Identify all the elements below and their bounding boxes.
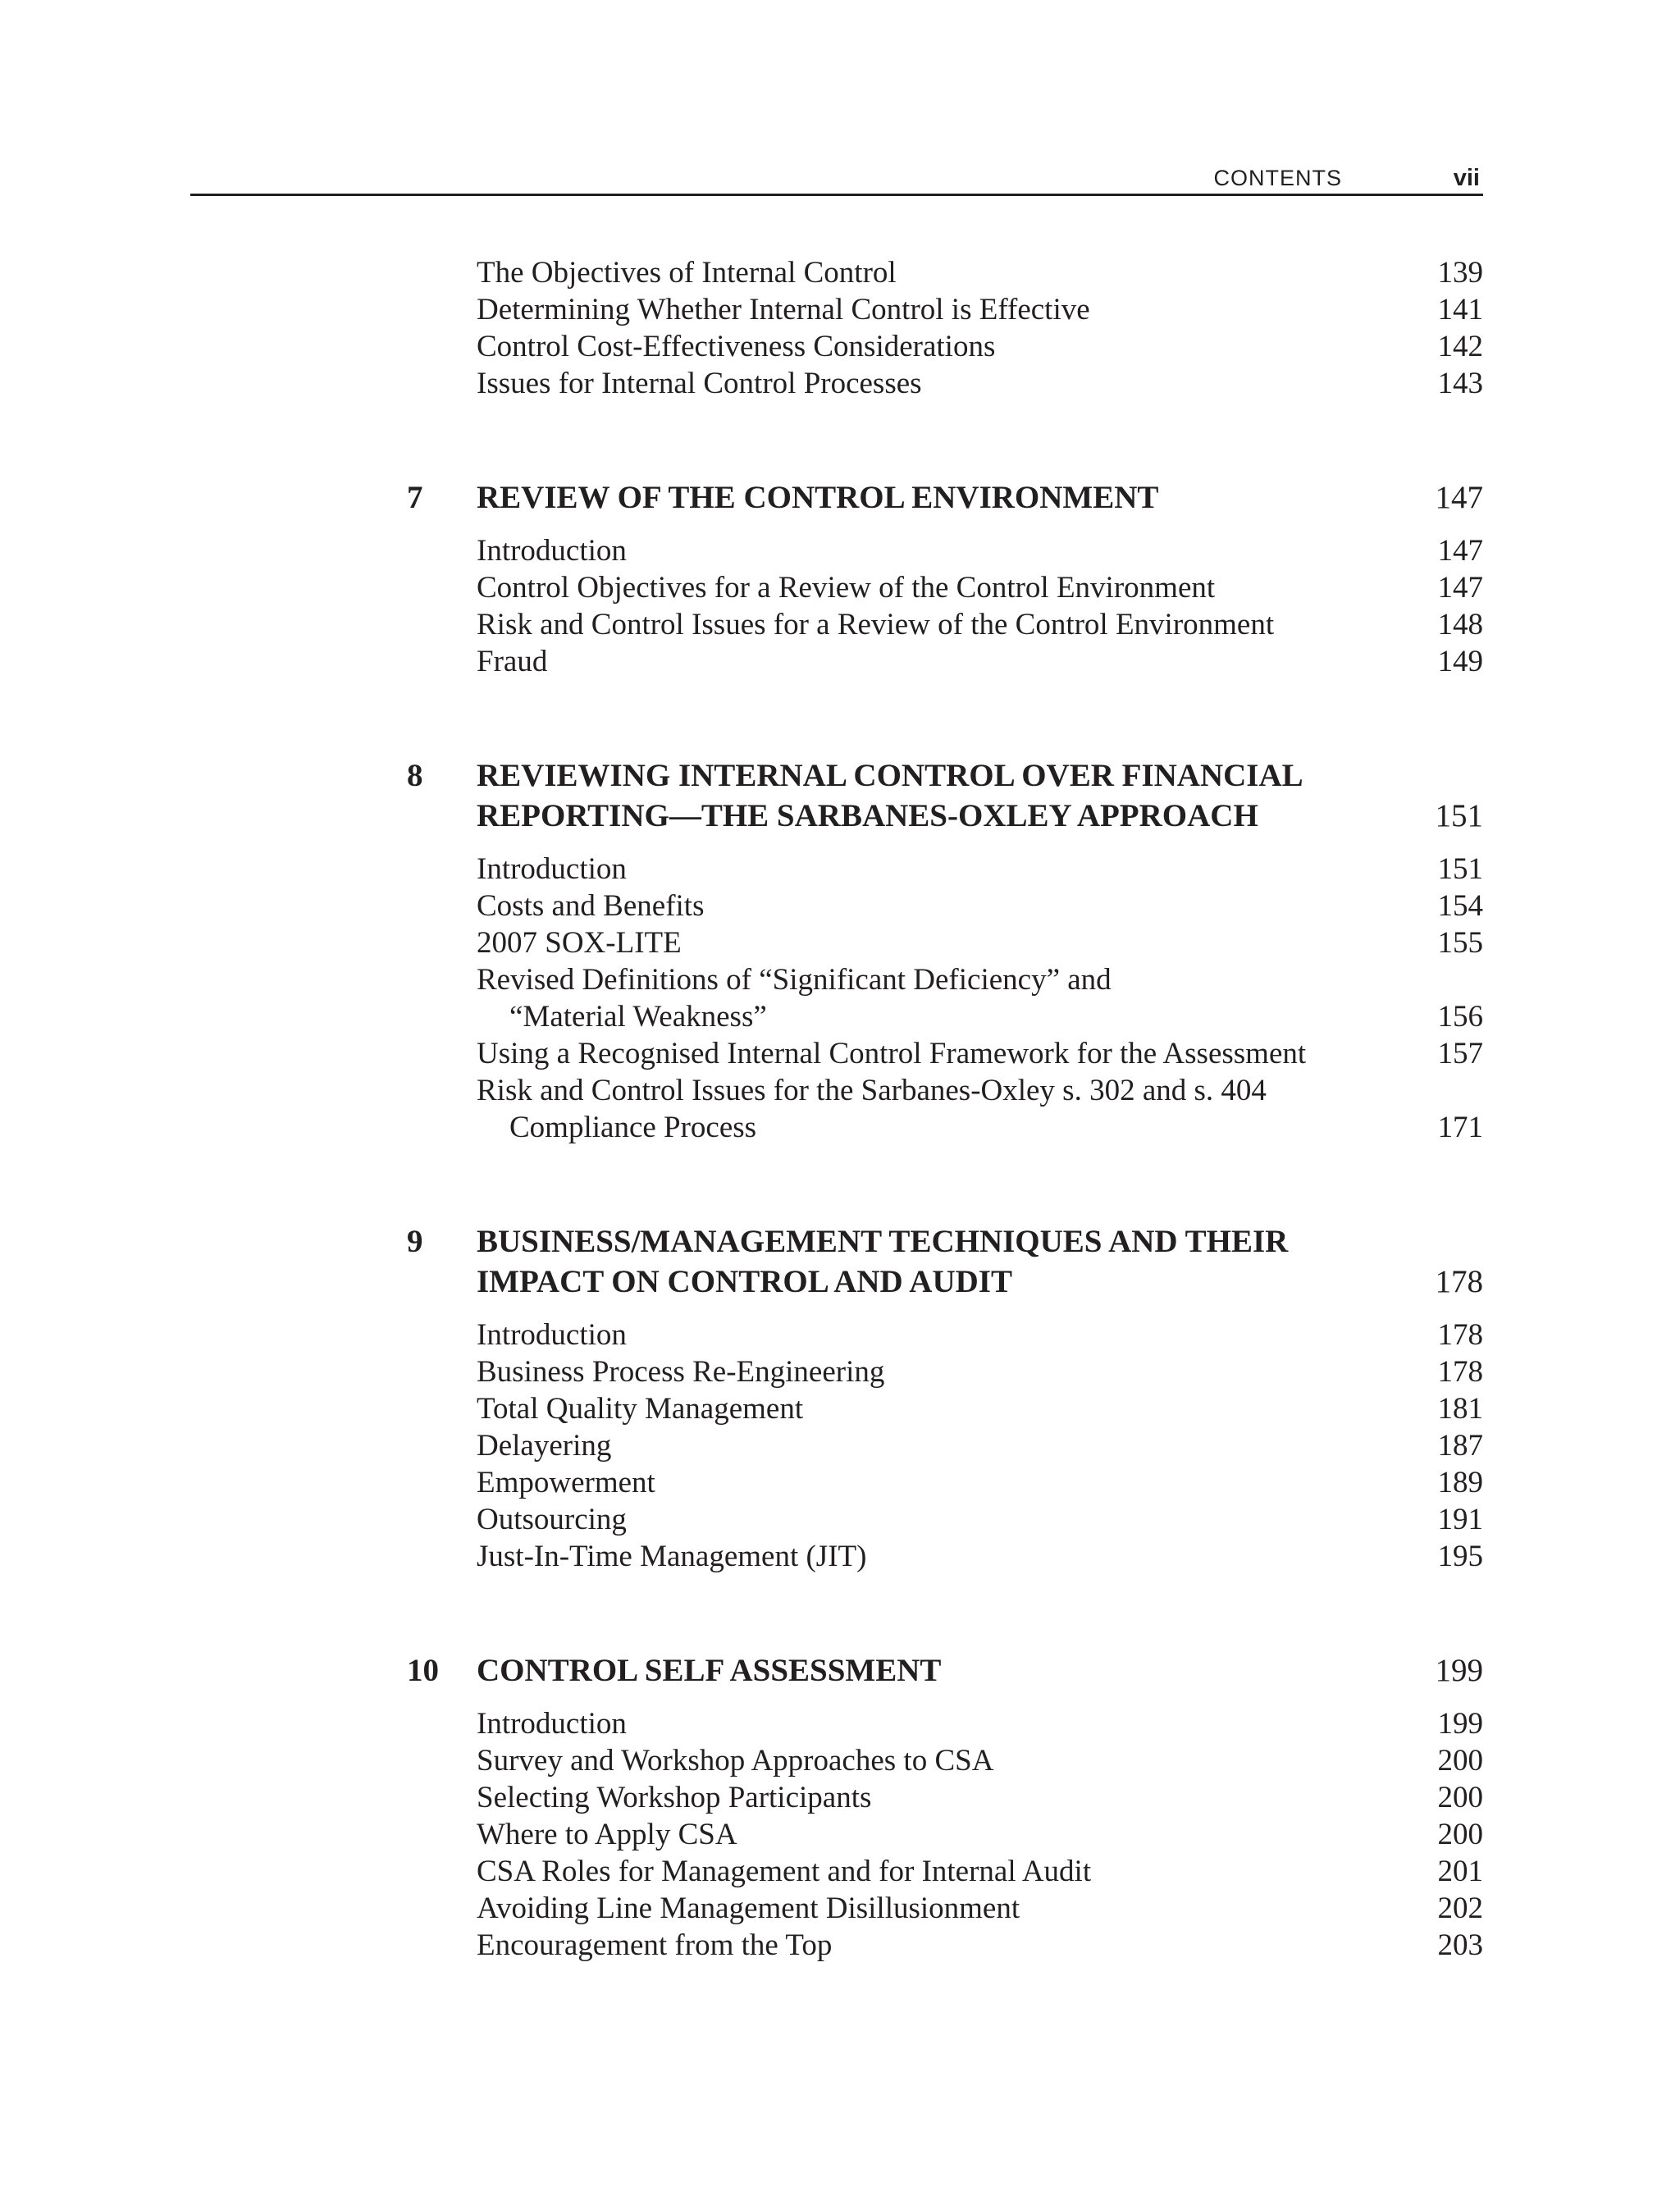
toc-entry-title <box>477 1072 1267 1146</box>
toc-entry-title <box>477 888 704 924</box>
chapter-title <box>477 1221 1288 1302</box>
toc-entry-page-number: 200 <box>1437 1781 1483 1814</box>
toc-entry-title <box>477 1390 803 1427</box>
toc-entry-title-line: Encouragement from the Top <box>477 1928 833 1962</box>
toc-entry-title <box>477 1538 866 1575</box>
toc-entry-page-number: 147 <box>1437 571 1483 605</box>
toc-entry-title-line: 2007 SOX-LITE <box>477 926 682 960</box>
toc-entry <box>477 924 1483 961</box>
toc-entry-title-line: Where to Apply CSA <box>477 1818 737 1851</box>
toc-entry-page-number: 189 <box>1437 1466 1483 1499</box>
chapter-page-number: 151 <box>1435 798 1483 833</box>
toc-entry-page-number: 157 <box>1437 1037 1483 1070</box>
toc-entry-title-line: Fraud <box>477 645 548 678</box>
toc-entry <box>477 643 1483 680</box>
toc-entry-title <box>477 1890 1020 1927</box>
toc-entry-page-number: 154 <box>1437 889 1483 923</box>
toc-entry-page-number: 202 <box>1437 1892 1483 1925</box>
chapter-heading <box>407 477 1483 518</box>
toc-entry <box>477 1035 1483 1072</box>
toc-entry <box>477 365 1483 402</box>
toc-entry-title <box>477 1035 1306 1072</box>
toc-entry-page-number: 155 <box>1437 926 1483 960</box>
toc-entry-page-number: 147 <box>1437 534 1483 568</box>
toc-entry <box>477 1317 1483 1353</box>
toc-entry <box>477 328 1483 365</box>
toc-entry <box>477 1779 1483 1816</box>
chapter-title-line: REVIEWING INTERNAL CONTROL OVER FINANCIAL <box>477 758 1303 793</box>
toc-entry-page-number: 151 <box>1437 852 1483 886</box>
toc-entry-title <box>477 1317 627 1353</box>
toc-entry-title <box>477 1501 627 1538</box>
chapter-number: 9 <box>407 1224 423 1259</box>
toc-entry-title-line: Total Quality Management <box>477 1392 804 1426</box>
toc-entry-title <box>477 254 897 291</box>
chapter-title-line: REPORTING—THE SARBANES-OXLEY APPROACH <box>477 798 1258 833</box>
toc-entry-page-number: 171 <box>1437 1111 1483 1144</box>
toc-entry-page-number: 191 <box>1437 1503 1483 1536</box>
toc-entry-page-number: 139 <box>1437 256 1483 290</box>
toc-entry-title-line: Delayering <box>477 1429 612 1463</box>
toc-entry-title <box>477 1742 993 1779</box>
chapter-title-line: BUSINESS/MANAGEMENT TECHNIQUES AND THEIR <box>477 1224 1289 1259</box>
chapter-heading <box>407 755 1483 836</box>
toc-entry <box>477 569 1483 606</box>
chapter-title-line: IMPACT ON CONTROL AND AUDIT <box>477 1264 1012 1299</box>
toc-entry <box>477 1501 1483 1538</box>
toc-entry <box>477 1072 1483 1146</box>
toc-entry-title <box>477 924 682 961</box>
chapter-title <box>477 1650 941 1691</box>
toc-entry <box>477 1464 1483 1501</box>
toc-entry-title <box>477 532 627 569</box>
toc-entry-page-number: 149 <box>1437 645 1483 678</box>
chapter-title <box>477 477 1158 518</box>
toc-entry-title-line: Business Process Re-Engineering <box>477 1355 885 1389</box>
toc-entry <box>477 851 1483 888</box>
toc-entry-title-line: Outsourcing <box>477 1503 627 1536</box>
toc-entry-title <box>477 961 1112 1035</box>
toc-entry-title-line: Issues for Internal Control Processes <box>477 367 922 400</box>
toc-entry-title <box>477 1779 871 1816</box>
toc-entry <box>477 1390 1483 1427</box>
toc-entry-page-number: 148 <box>1437 608 1483 641</box>
chapter-number: 10 <box>407 1653 439 1688</box>
running-head <box>190 161 1483 195</box>
toc-entry-page-number: 141 <box>1437 293 1483 326</box>
running-head-section: CONTENTS <box>1213 166 1342 190</box>
toc-entry-title-line: Control Cost-Effectiveness Considerations <box>477 330 996 363</box>
chapter-title-line: CONTROL SELF ASSESSMENT <box>477 1653 942 1688</box>
header-rule <box>190 194 1483 196</box>
toc-entry <box>477 1427 1483 1464</box>
toc-entry <box>477 961 1483 1035</box>
toc-entry-page-number: 199 <box>1437 1707 1483 1741</box>
toc-entry-title-line: Costs and Benefits <box>477 889 705 923</box>
toc-entry-title <box>477 1464 655 1501</box>
toc-entry <box>477 1927 1483 1964</box>
toc-entry <box>477 888 1483 924</box>
toc-entry-title <box>477 851 627 888</box>
toc-entry-title-line: Control Objectives for a Review of the Control Environment <box>477 571 1216 605</box>
toc-entry <box>477 606 1483 643</box>
toc-entry <box>477 1816 1483 1853</box>
toc-entry-title-line: The Objectives of Internal Control <box>477 256 897 290</box>
toc-entry-page-number: 187 <box>1437 1429 1483 1463</box>
toc-entry-title-line: Just-In-Time Management (JIT) <box>477 1540 867 1573</box>
chapter-page-number: 178 <box>1435 1264 1483 1299</box>
toc-entry-title-line: CSA Roles for Management and for Internal Audit <box>477 1855 1092 1888</box>
toc-entry-title <box>477 365 922 402</box>
toc-entry <box>477 291 1483 328</box>
toc-entry-title <box>477 606 1274 643</box>
toc-entry-page-number: 200 <box>1437 1744 1483 1778</box>
chapter-page-number: 199 <box>1435 1653 1483 1688</box>
toc-entry-title-line: Empowerment <box>477 1466 655 1499</box>
chapter-number: 7 <box>407 480 423 515</box>
toc-entry-title-line: Using a Recognised Internal Control Framework for the Assessment <box>477 1037 1307 1070</box>
chapter-title <box>477 755 1303 836</box>
toc-entry-page-number: 142 <box>1437 330 1483 363</box>
toc-entry <box>477 1890 1483 1927</box>
toc-entry-title <box>477 328 995 365</box>
toc-entry <box>477 1538 1483 1575</box>
running-head-page-number: vii <box>1453 165 1480 191</box>
toc-entry-title-line: Selecting Workshop Participants <box>477 1781 872 1814</box>
toc-entry <box>477 532 1483 569</box>
toc-entry-title-line: Determining Whether Internal Control is Effective <box>477 293 1090 326</box>
toc-entry-title-line: Revised Definitions of “Significant Deficiency” and <box>477 963 1112 997</box>
toc-entry <box>477 1353 1483 1390</box>
toc-entry-title-line: Introduction <box>477 1318 627 1352</box>
toc-entry-title <box>477 1927 832 1964</box>
toc-entry-title-continuation: “Material Weakness” <box>509 1000 767 1034</box>
chapter-number: 8 <box>407 758 423 793</box>
toc-entry <box>477 1705 1483 1742</box>
toc-entry-page-number: 156 <box>1437 1000 1483 1034</box>
toc-entry <box>477 1853 1483 1890</box>
toc-entry-page-number: 178 <box>1437 1355 1483 1389</box>
chapter-heading <box>407 1650 1483 1691</box>
toc-entry-title <box>477 643 547 680</box>
toc-entry-title-continuation: Compliance Process <box>509 1111 757 1144</box>
toc-entry <box>477 1742 1483 1779</box>
toc-entry-title <box>477 569 1215 606</box>
toc-entry-page-number: 201 <box>1437 1855 1483 1888</box>
toc-entry-title <box>477 1705 627 1742</box>
toc-entry-title <box>477 1816 737 1853</box>
chapter-heading <box>407 1221 1483 1302</box>
toc-entry-page-number: 203 <box>1437 1928 1483 1962</box>
toc-entry-title <box>477 1853 1091 1890</box>
toc-entry-title-line: Introduction <box>477 1707 627 1741</box>
toc-entry-title <box>477 1427 611 1464</box>
chapter-page-number: 147 <box>1435 480 1483 515</box>
toc-entry-title-line: Survey and Workshop Approaches to CSA <box>477 1744 994 1778</box>
toc-entry-page-number: 143 <box>1437 367 1483 400</box>
toc-entry-title <box>477 291 1090 328</box>
toc-entry-title-line: Introduction <box>477 534 627 568</box>
toc-entry-page-number: 200 <box>1437 1818 1483 1851</box>
toc-entry-title-line: Avoiding Line Management Disillusionment <box>477 1892 1020 1925</box>
toc-entry-page-number: 195 <box>1437 1540 1483 1573</box>
toc-entry-title-line: Risk and Control Issues for the Sarbanes-Oxley s. 302 and s. 404 <box>477 1074 1267 1107</box>
toc-entry-title-line: Introduction <box>477 852 627 886</box>
toc-entry-title <box>477 1353 884 1390</box>
toc-entry-page-number: 181 <box>1437 1392 1483 1426</box>
toc-entry <box>477 254 1483 291</box>
toc-entry-title-line: Risk and Control Issues for a Review of the Control Environment <box>477 608 1275 641</box>
chapter-title-line: REVIEW OF THE CONTROL ENVIRONMENT <box>477 480 1159 515</box>
toc-entry-page-number: 178 <box>1437 1318 1483 1352</box>
